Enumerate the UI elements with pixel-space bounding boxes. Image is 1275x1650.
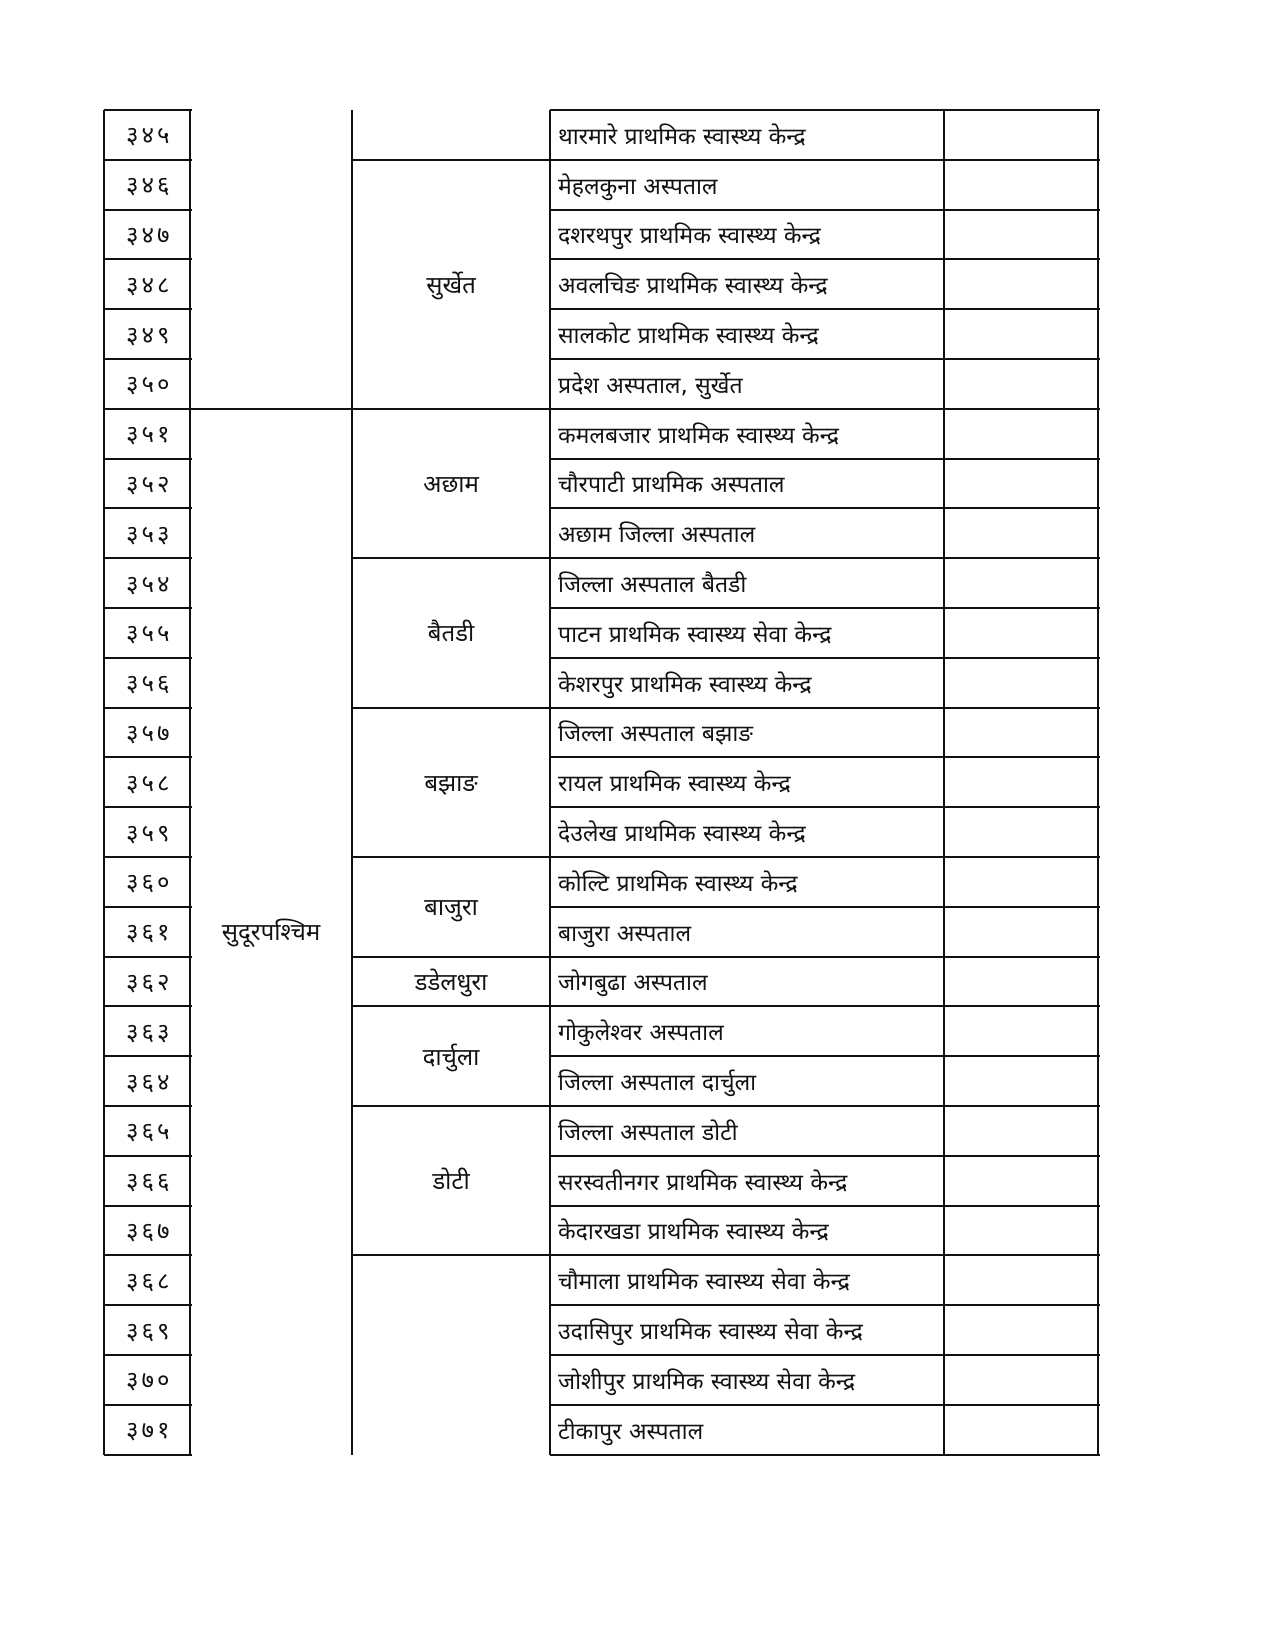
remarks-cell: [944, 907, 1098, 957]
facility-name: रायल प्राथमिक स्वास्थ्य केन्द्र: [558, 771, 791, 798]
district-name: बझाङ: [424, 768, 478, 797]
row-rule-number: [104, 756, 192, 758]
district-name: [352, 1255, 550, 1454]
remarks-cell: [944, 409, 1098, 459]
row-rule-facility: [550, 707, 1100, 709]
facility-name: जोशीपुर प्राथमिक स्वास्थ्य सेवा केन्द्र: [558, 1368, 856, 1395]
district-rule: [352, 707, 552, 709]
district-rule: [352, 159, 552, 161]
remarks-cell: [944, 359, 1098, 409]
facility-name: केशरपुर प्राथमिक स्वास्थ्य केन्द्र: [558, 671, 812, 698]
row-rule-number: [104, 1454, 192, 1456]
remarks-cell: [944, 757, 1098, 807]
facility-name: टीकापुर अस्पताल: [558, 1418, 704, 1445]
remarks-cell: [944, 210, 1098, 260]
row-number: ३६१: [126, 918, 173, 947]
row-number: ३६४: [126, 1067, 173, 1096]
province-rule: [190, 408, 354, 410]
row-rule-number: [104, 1254, 192, 1256]
row-rule-facility: [550, 856, 1100, 858]
facility-name: चौमाला प्राथमिक स्वास्थ्य सेवा केन्द्र: [558, 1269, 850, 1296]
row-rule-number: [104, 458, 192, 460]
row-rule-facility: [550, 906, 1100, 908]
row-rule-number: [104, 956, 192, 958]
row-rule-number: [104, 507, 192, 509]
district-name: अछाम: [423, 469, 479, 498]
province-name: [190, 110, 352, 409]
row-rule-number: [104, 308, 192, 310]
row-number: ३६७: [126, 1216, 173, 1245]
column-rule-0: [103, 110, 105, 1455]
remarks-cell: [944, 1156, 1098, 1206]
row-rule-number: [104, 707, 192, 709]
row-number: ३७०: [126, 1366, 173, 1395]
row-number: ३६२: [126, 967, 173, 996]
row-rule-number: [104, 1155, 192, 1157]
row-number: ३५१: [126, 420, 173, 449]
row-rule-facility: [550, 1254, 1100, 1256]
row-number: ३७१: [126, 1416, 173, 1445]
row-rule-facility: [550, 1155, 1100, 1157]
remarks-cell: [944, 1305, 1098, 1355]
row-rule-number: [104, 358, 192, 360]
district-name: बाजुरा: [424, 893, 478, 922]
row-rule-number: [104, 1005, 192, 1007]
facility-name: प्रदेश अस्पताल, सुर्खेत: [558, 372, 743, 399]
remarks-cell: [944, 1056, 1098, 1106]
row-rule-number: [104, 806, 192, 808]
remarks-cell: [944, 558, 1098, 608]
row-rule-facility: [550, 408, 1100, 410]
remarks-cell: [944, 1206, 1098, 1256]
facility-name: सरस्वतीनगर प्राथमिक स्वास्थ्य केन्द्र: [558, 1169, 848, 1196]
row-rule-facility: [550, 806, 1100, 808]
row-rule-facility: [550, 507, 1100, 509]
row-number: ३६०: [126, 868, 173, 897]
district-name: दार्चुला: [422, 1042, 480, 1071]
district-rule: [352, 1005, 552, 1007]
remarks-cell: [944, 1405, 1098, 1455]
row-rule-number: [104, 906, 192, 908]
province-name: सुदूरपश्चिम: [221, 918, 321, 947]
column-rule-2: [351, 110, 353, 1455]
row-rule-facility: [550, 756, 1100, 758]
district-name: [352, 110, 550, 160]
row-number: ३६८: [126, 1266, 173, 1295]
column-rule-1: [189, 110, 191, 1455]
facility-name: चौरपाटी प्राथमिक अस्पताल: [558, 472, 785, 499]
row-number: ३६३: [126, 1017, 173, 1046]
row-rule-facility: [550, 557, 1100, 559]
facility-name: बाजुरा अस्पताल: [558, 920, 692, 947]
facility-name: थारमारे प्राथमिक स्वास्थ्य केन्द्र: [558, 123, 806, 150]
facility-name: कोल्टि प्राथमिक स्वास्थ्य केन्द्र: [558, 870, 798, 897]
row-rule-facility: [550, 607, 1100, 609]
facility-name: जोगबुढा अस्पताल: [558, 970, 708, 997]
row-rule-number: [104, 408, 192, 410]
row-number: ३४९: [126, 320, 173, 349]
facility-name: जिल्ला अस्पताल दार्चुला: [558, 1070, 757, 1097]
row-rule-facility: [550, 956, 1100, 958]
row-number: ३४८: [126, 270, 173, 299]
row-rule-facility: [550, 1354, 1100, 1356]
row-number: ३४७: [126, 220, 173, 249]
facility-name: दशरथपुर प्राथमिक स्वास्थ्य केन्द्र: [558, 223, 821, 250]
facility-name: सालकोट प्राथमिक स्वास्थ्य केन्द्र: [558, 323, 819, 350]
district-rule: [352, 408, 552, 410]
column-rule-3: [549, 110, 551, 1455]
row-rule-number: [104, 856, 192, 858]
row-rule-facility: [550, 458, 1100, 460]
facility-name: गोकुलेश्वर अस्पताल: [558, 1020, 724, 1047]
remarks-cell: [944, 708, 1098, 758]
row-rule-facility: [550, 1005, 1100, 1007]
row-rule-facility: [550, 109, 1100, 111]
row-rule-facility: [550, 1404, 1100, 1406]
remarks-cell: [944, 807, 1098, 857]
row-rule-facility: [550, 1105, 1100, 1107]
row-rule-number: [104, 657, 192, 659]
facility-name: देउलेख प्राथमिक स्वास्थ्य केन्द्र: [558, 821, 806, 848]
remarks-cell: [944, 110, 1098, 160]
row-rule-facility: [550, 1205, 1100, 1207]
remarks-cell: [944, 608, 1098, 658]
district-name: डोटी: [432, 1167, 470, 1196]
remarks-cell: [944, 1355, 1098, 1405]
district-rule: [352, 1105, 552, 1107]
facility-name: उदासिपुर प्राथमिक स्वास्थ्य सेवा केन्द्र: [558, 1319, 863, 1346]
district-name: डडेलधुरा: [414, 967, 488, 996]
facility-name: अवलचिङ प्राथमिक स्वास्थ्य केन्द्र: [558, 273, 828, 300]
row-number: ३५०: [126, 370, 173, 399]
remarks-cell: [944, 957, 1098, 1007]
row-number: ३५९: [126, 818, 173, 847]
remarks-cell: [944, 259, 1098, 309]
row-rule-number: [104, 1354, 192, 1356]
district-name: सुर्खेत: [426, 270, 476, 299]
row-number: ३४५: [126, 121, 173, 150]
row-number: ३५५: [126, 619, 173, 648]
remarks-cell: [944, 508, 1098, 558]
row-number: ३६९: [126, 1316, 173, 1345]
facility-name: जिल्ला अस्पताल बझाङ: [558, 721, 753, 748]
district-rule: [352, 1254, 552, 1256]
row-rule-number: [104, 557, 192, 559]
remarks-cell: [944, 1006, 1098, 1056]
row-rule-number: [104, 1205, 192, 1207]
district-rule: [352, 557, 552, 559]
row-rule-facility: [550, 308, 1100, 310]
remarks-cell: [944, 160, 1098, 210]
facility-name: केदारखडा प्राथमिक स्वास्थ्य केन्द्र: [558, 1219, 829, 1246]
row-rule-number: [104, 1304, 192, 1306]
row-rule-number: [104, 159, 192, 161]
row-rule-facility: [550, 358, 1100, 360]
row-rule-facility: [550, 657, 1100, 659]
row-number: ३५३: [126, 519, 173, 548]
row-number: ३५६: [126, 669, 173, 698]
facility-name: जिल्ला अस्पताल बैतडी: [558, 572, 747, 599]
row-number: ३६६: [126, 1167, 173, 1196]
district-rule: [352, 856, 552, 858]
row-number: ३५७: [126, 718, 173, 747]
facility-table: [104, 110, 1148, 1455]
remarks-cell: [944, 459, 1098, 509]
remarks-cell: [944, 1255, 1098, 1305]
row-rule-number: [104, 258, 192, 260]
district-name: बैतडी: [427, 619, 475, 648]
row-rule-facility: [550, 209, 1100, 211]
column-rule-4: [943, 110, 945, 1455]
row-rule-number: [104, 1055, 192, 1057]
row-number: ३५२: [126, 469, 173, 498]
facility-name: जिल्ला अस्पताल डोटी: [558, 1119, 738, 1146]
row-number: ३५४: [126, 569, 173, 598]
row-number: ३५८: [126, 768, 173, 797]
row-rule-facility: [550, 159, 1100, 161]
row-number: ३४६: [126, 171, 173, 200]
column-rule-5: [1097, 110, 1099, 1455]
row-rule-facility: [550, 258, 1100, 260]
row-rule-number: [104, 1404, 192, 1406]
facility-name: कमलबजार प्राथमिक स्वास्थ्य केन्द्र: [558, 422, 840, 449]
row-rule-number: [104, 1105, 192, 1107]
row-rule-number: [104, 209, 192, 211]
row-rule-facility: [550, 1304, 1100, 1306]
remarks-cell: [944, 1106, 1098, 1156]
row-rule-number: [104, 109, 192, 111]
facility-name: मेहलकुना अस्पताल: [558, 173, 718, 200]
facility-name: अछाम जिल्ला अस्पताल: [558, 522, 756, 549]
row-rule-facility: [550, 1055, 1100, 1057]
facility-name: पाटन प्राथमिक स्वास्थ्य सेवा केन्द्र: [558, 621, 832, 648]
row-rule-number: [104, 607, 192, 609]
row-rule-facility: [550, 1454, 1100, 1456]
remarks-cell: [944, 658, 1098, 708]
row-number: ३६५: [126, 1117, 173, 1146]
remarks-cell: [944, 309, 1098, 359]
district-rule: [352, 956, 552, 958]
remarks-cell: [944, 857, 1098, 907]
